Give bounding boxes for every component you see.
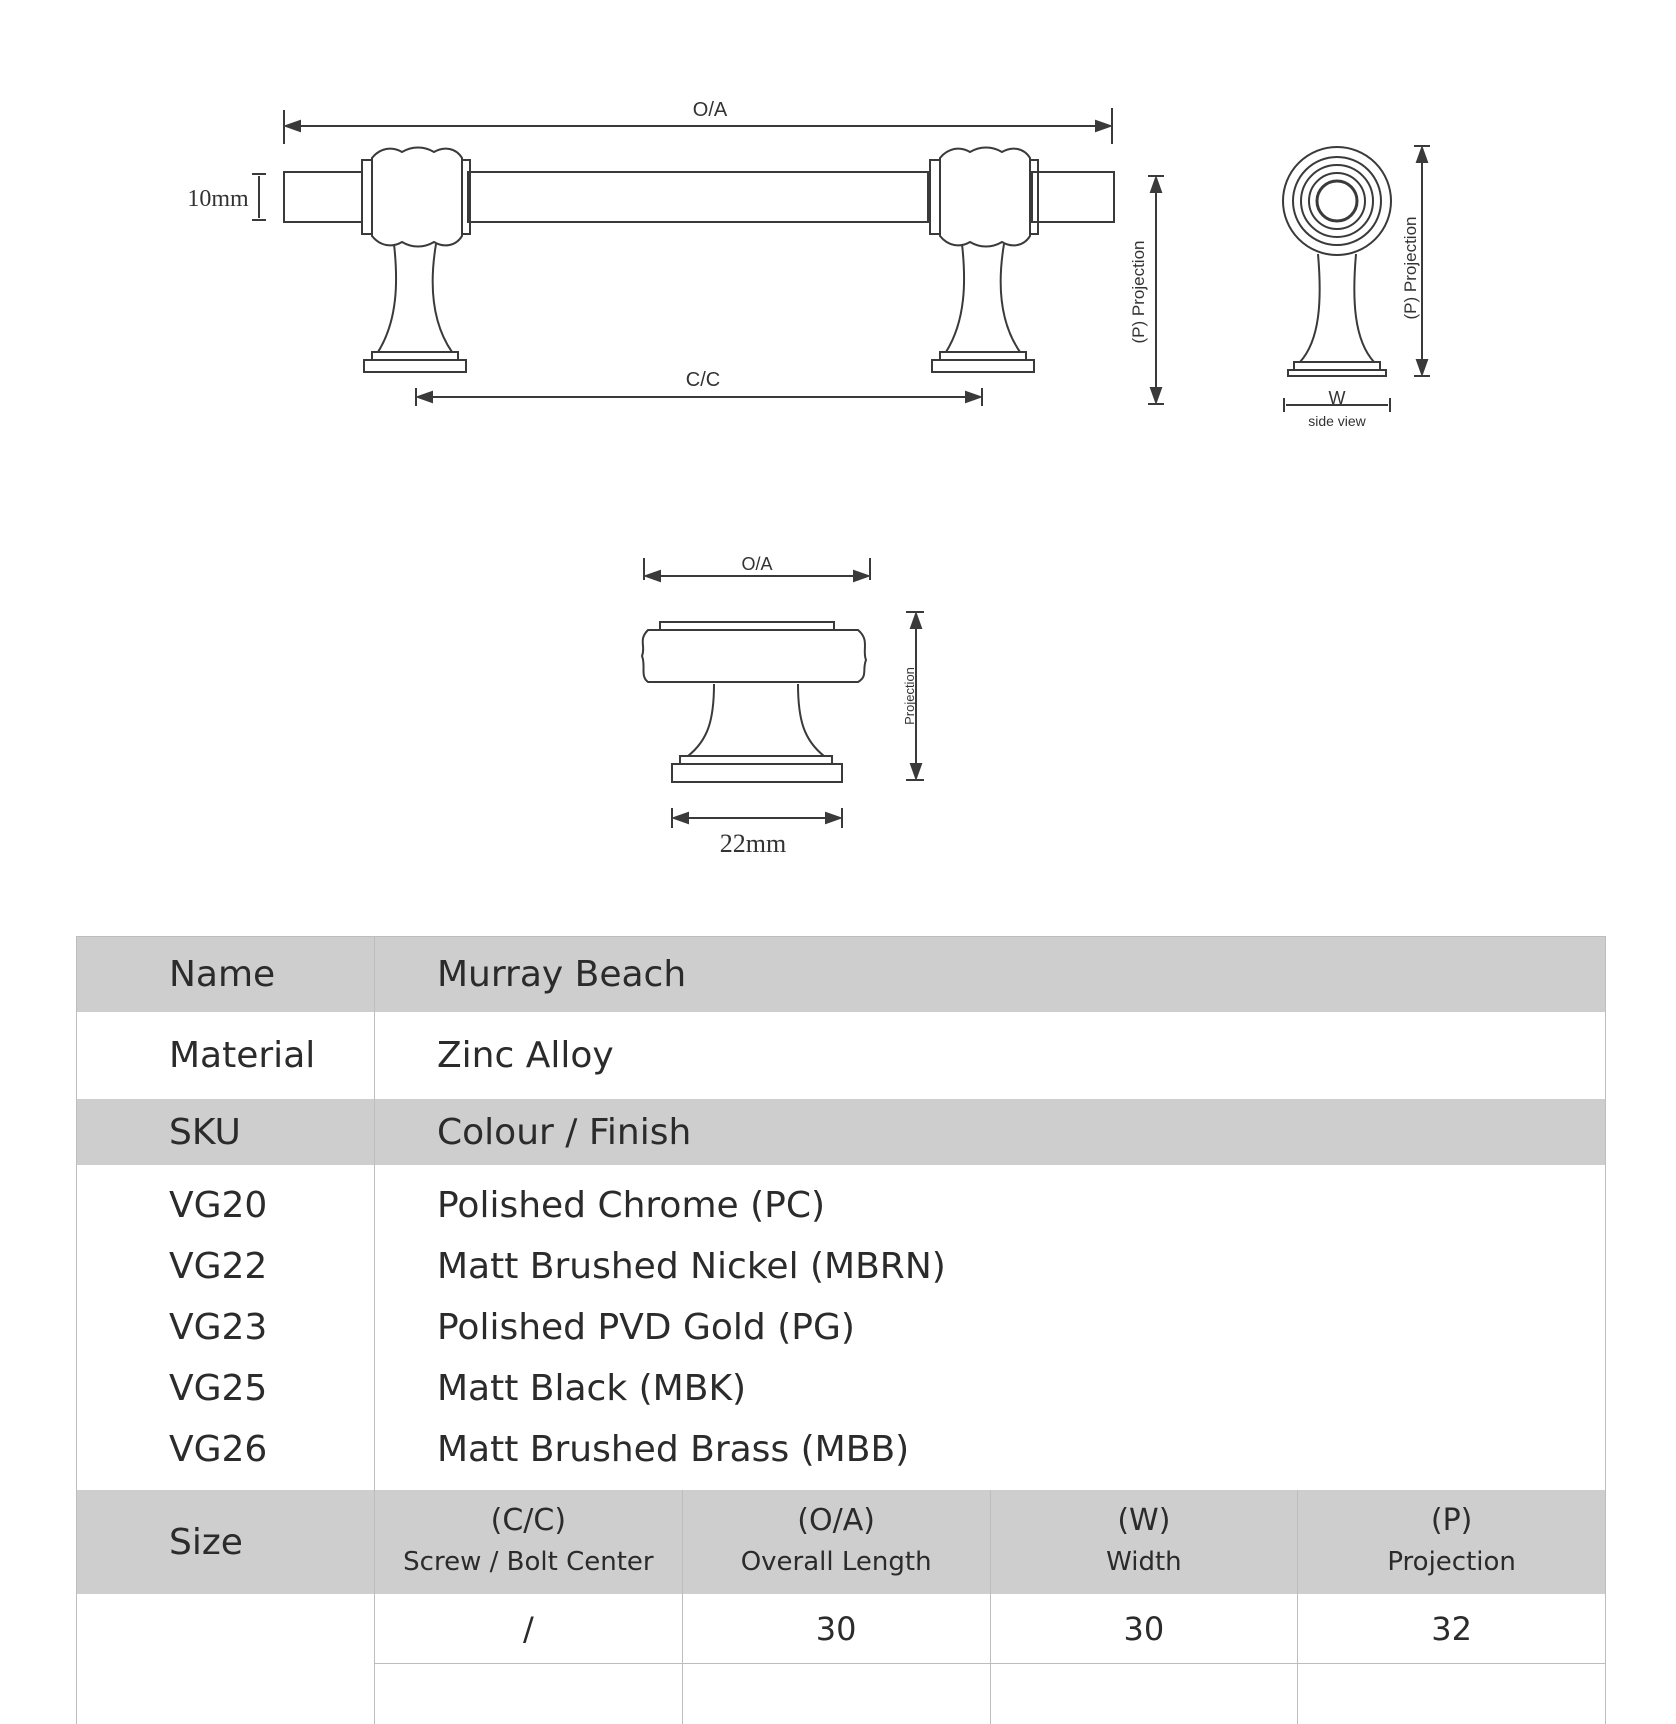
size-label: Size: [77, 1490, 375, 1594]
cc-value: [375, 1664, 683, 1724]
w-value: 30: [991, 1594, 1299, 1663]
width-label: W: [1328, 388, 1346, 408]
material-label: Material: [77, 1012, 375, 1099]
handle-front-view: [252, 108, 1164, 406]
size-col-oa: (O/A) Overall Length: [683, 1490, 991, 1594]
sku-code: VG22: [169, 1246, 268, 1287]
finish-name: Polished PVD Gold (PG): [437, 1307, 855, 1348]
sku-header-row: [77, 1099, 1605, 1165]
finish-name: Polished Chrome (PC): [437, 1185, 826, 1226]
knob-base-label: 22mm: [719, 829, 787, 858]
sku-code: VG26: [169, 1429, 268, 1470]
sku-label: SKU: [77, 1099, 375, 1165]
sku-code: VG25: [169, 1368, 268, 1409]
name-value: Murray Beach: [437, 954, 687, 995]
table-row: [77, 1664, 1605, 1724]
side-projection-label: (P) Projection: [1401, 216, 1420, 320]
knob-oa-label: O/A: [741, 554, 773, 574]
oa-label: O/A: [692, 99, 728, 121]
knob-view: [642, 558, 924, 828]
projection-label: (P) Projection: [1129, 240, 1148, 344]
material-row: [77, 1012, 1605, 1099]
table-row: [77, 1594, 1605, 1664]
finish-name: Matt Brushed Nickel (MBRN): [437, 1246, 946, 1287]
size-col-cc: (C/C) Screw / Bolt Center: [375, 1490, 683, 1594]
finish-name: Matt Black (MBK): [437, 1368, 747, 1409]
sku-code: VG23: [169, 1307, 268, 1348]
cc-value: /: [375, 1594, 683, 1663]
sku-code: VG20: [169, 1185, 268, 1226]
size-header-row: [77, 1490, 1605, 1594]
material-value: Zinc Alloy: [437, 1035, 614, 1076]
finish-label: Colour / Finish: [437, 1111, 692, 1153]
p-value: [1298, 1664, 1605, 1724]
sku-list: [77, 1165, 375, 1490]
name-label: Name: [77, 937, 375, 1012]
knob-projection-label: Projection: [902, 667, 917, 725]
finish-name: Matt Brushed Brass (MBB): [437, 1429, 910, 1470]
size-col-p: (P) Projection: [1387, 1503, 1516, 1577]
cc-label: C/C: [685, 369, 721, 391]
size-col-w: (W) Width: [991, 1490, 1299, 1594]
side-view-caption: side view: [1308, 413, 1366, 429]
p-value: 32: [1431, 1609, 1472, 1648]
finish-list: [375, 1165, 1605, 1490]
w-value: [991, 1664, 1299, 1724]
spec-table: [76, 936, 1606, 1724]
name-row: [77, 937, 1605, 1012]
finishes-row: [77, 1165, 1605, 1490]
diameter-label: 10mm: [187, 186, 249, 212]
oa-value: [683, 1664, 991, 1724]
oa-value: 30: [683, 1594, 991, 1663]
